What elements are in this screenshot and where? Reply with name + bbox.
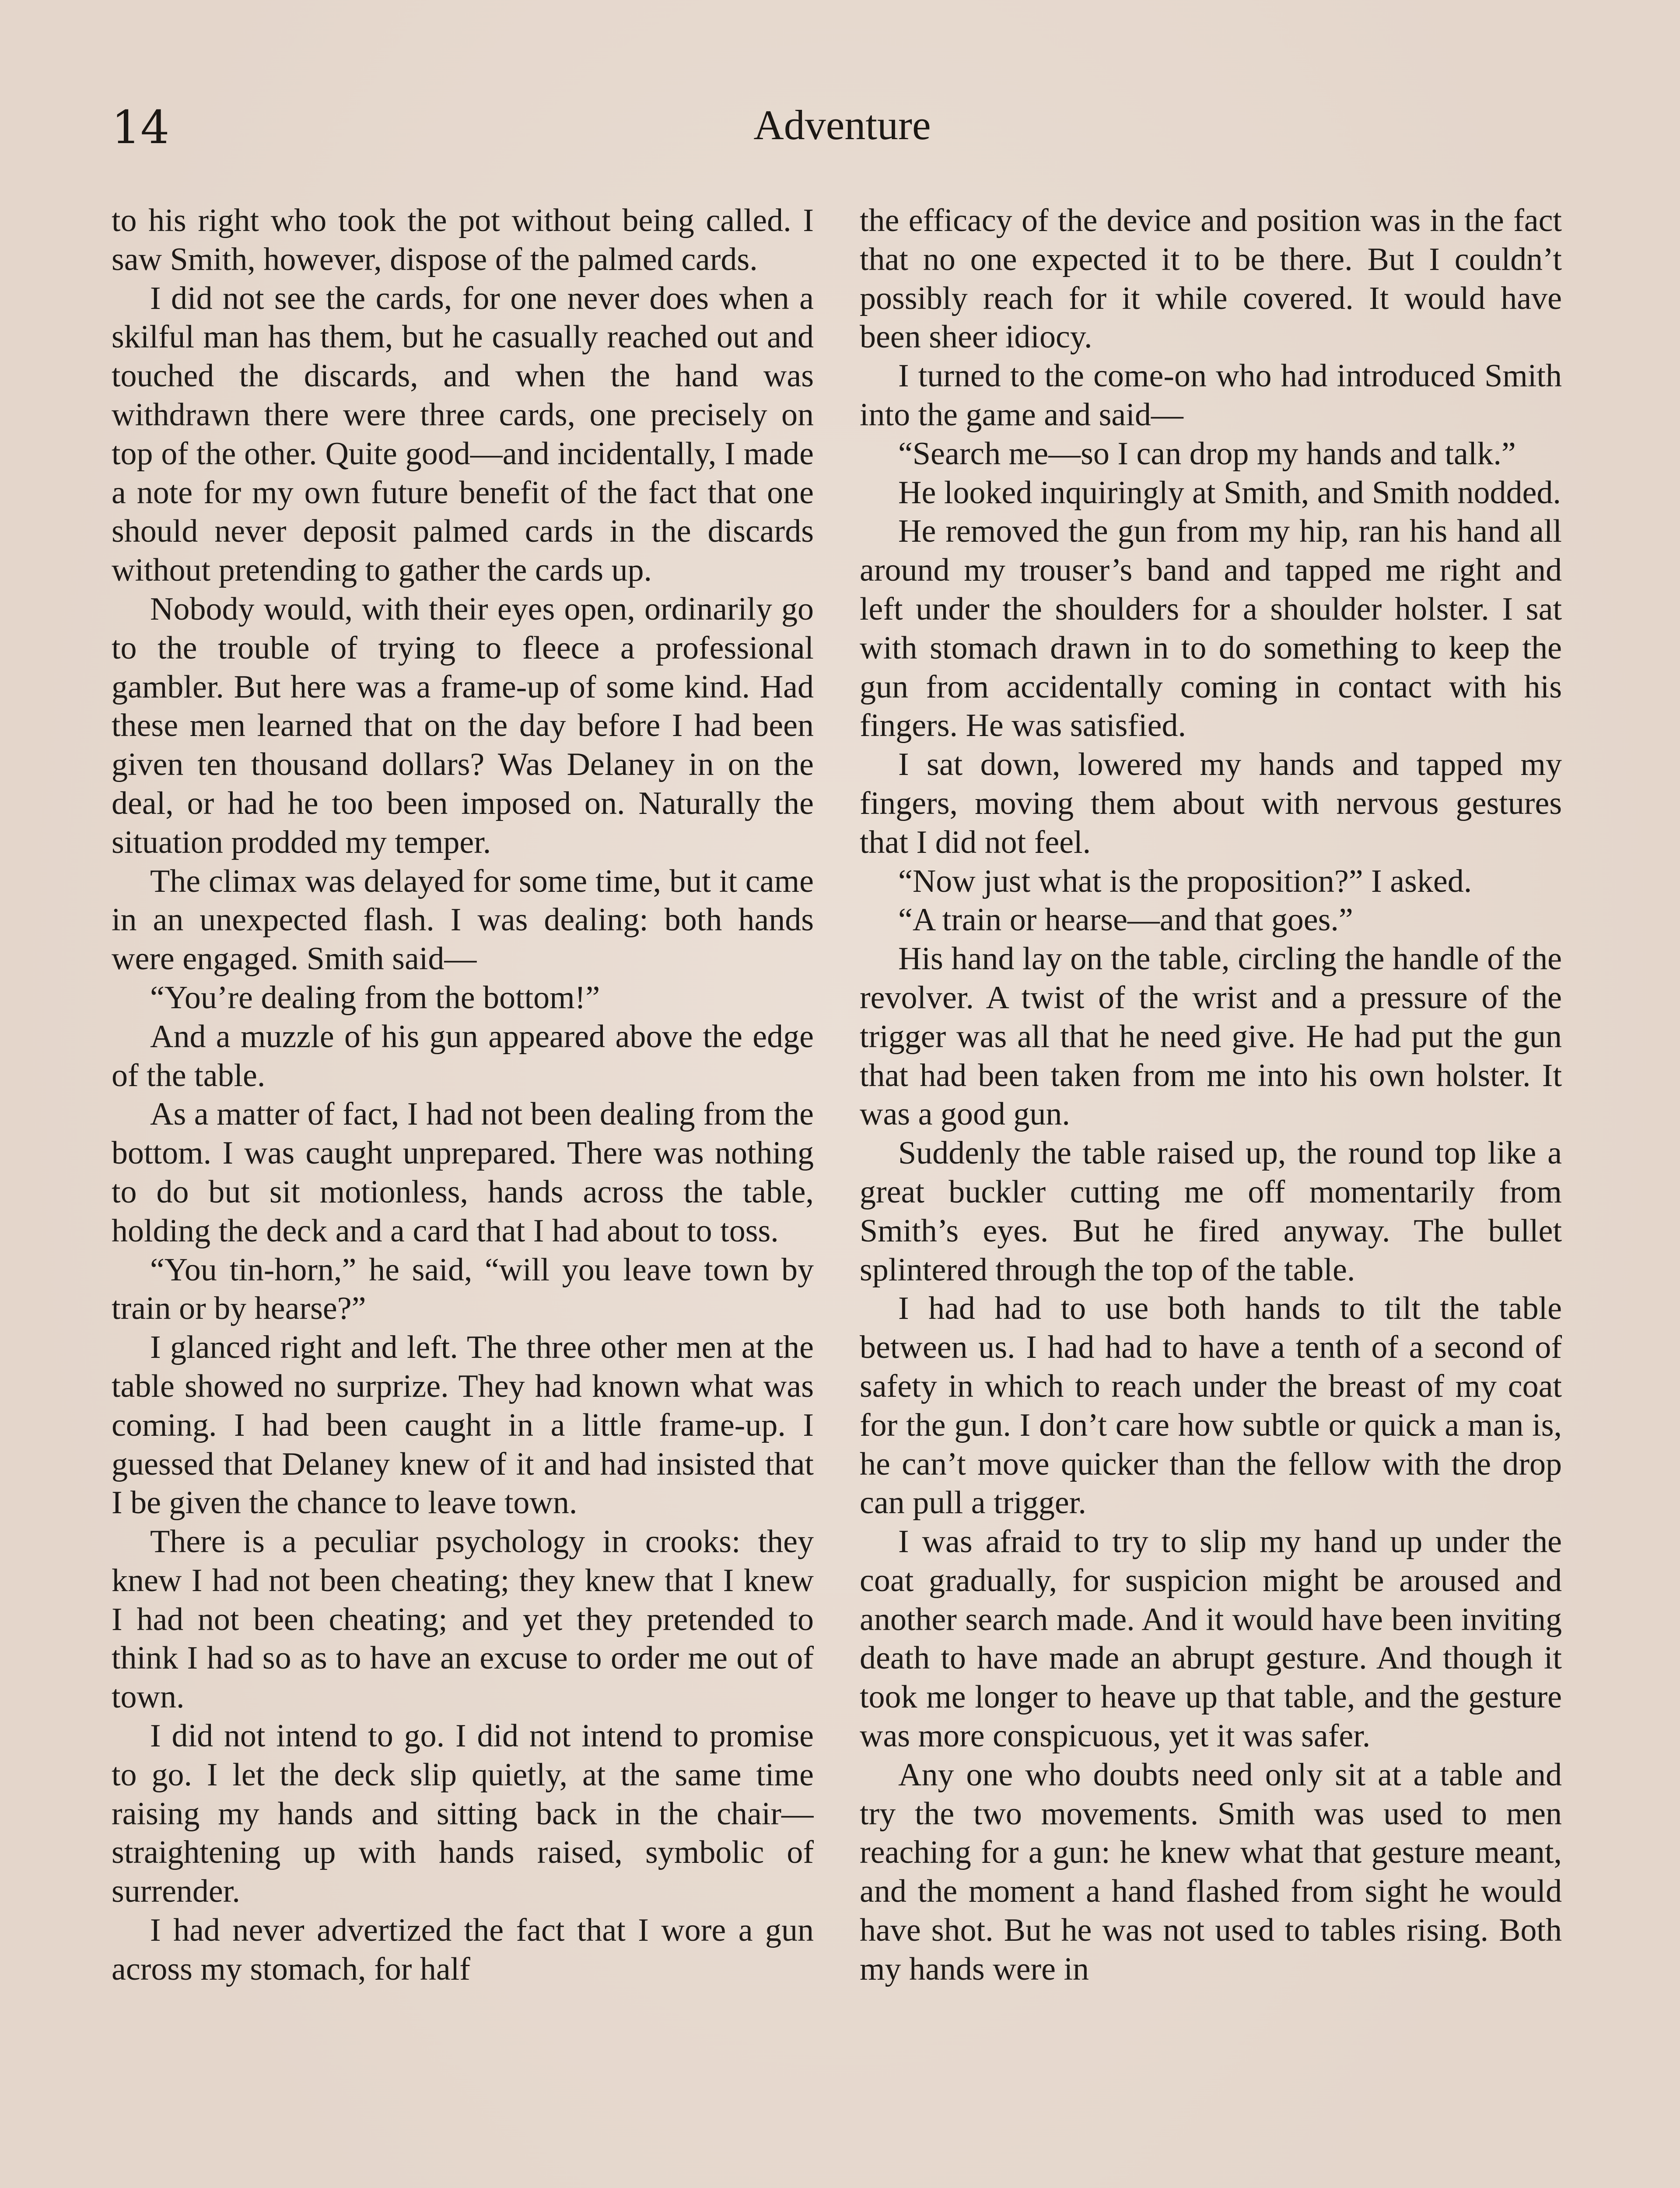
- paragraph: the efficacy of the device and position was in the fact that no one expected it to be there. But I couldn’t possibly reach for it while covered. It would have been sheer idiocy.: [860, 203, 1562, 355]
- paragraph: There is a peculiar psychology in crooks: they knew I had not been cheating; they knew that I knew I had not been cheating; and yet they pretended to think I had so as to have an excuse to order me out of town.: [112, 1524, 814, 1715]
- paragraph: Suddenly the table raised up, the round top like a great buckler cutting me off momentarily from Smith’s eyes. But he fired anyway. The bullet splintered through the top of the table.: [860, 1135, 1562, 1288]
- paragraph: “A train or hearse—and that goes.”: [898, 902, 1353, 938]
- paragraph: I did not see the cards, for one never does when a skilful man has them, but he casually reached out and touched the discards, and when the hand was withdrawn there were three cards, one precisely on top of the other. Quite good—and incidentally, I made a note for my own future benefit of the fact that one should never deposit palmed cards in the discards without pretending to gather the cards up.: [112, 280, 814, 589]
- paragraph: to his right who took the pot without being called. I saw Smith, however, dispose of the palmed cards.: [112, 203, 814, 277]
- paragraph: Nobody would, with their eyes open, ordinarily go to the trouble of trying to fleece a professional gambler. But here was a frame-up of some kind. Had these men learned that on the day before I had been given ten thousand dollars? Was Delaney in on the deal, or had he too been imposed on. Naturally the situation prodded my temper.: [112, 591, 814, 860]
- paragraph: He removed the gun from my hip, ran his hand all around my trouser’s band and tapped me right and left under the shoulders for a shoulder holster. I sat with stomach drawn in to do something to keep the gun from accidentally coming in contact with his fingers. He was satisfied.: [860, 513, 1562, 744]
- paragraph: As a matter of fact, I had not been dealing from the bottom. I was caught unprepared. There was nothing to do but sit motionless, hands across the table, holding the deck and a card that I had about to toss.: [112, 1096, 814, 1249]
- paragraph: “You tin-horn,” he said, “will you leave town by train or by hearse?”: [112, 1252, 814, 1327]
- paragraph: I had had to use both hands to tilt the table between us. I had had to have a tenth of a second of safety in which to reach under the breast of my coat for the gun. I don’t care how subtle or quick a man is, he can’t move quicker than the fellow with the drop can pull a trigger.: [860, 1290, 1562, 1521]
- paragraph: “You’re dealing from the bottom!”: [150, 979, 600, 1016]
- running-head-title: Adventure: [753, 102, 931, 148]
- paragraph: I did not intend to go. I did not intend to promise to go. I let the deck slip quietly, at the same time raising my hands and sitting back in the chair—straightening up with hands raised, symbolic of surrender.: [112, 1718, 814, 1910]
- paragraph: And a muzzle of his gun appeared above the edge of the table.: [112, 1018, 814, 1094]
- paragraph: I sat down, lowered my hands and tapped my fingers, moving them about with nervous gestures that I did not feel.: [860, 747, 1562, 860]
- paragraph: The climax was delayed for some time, but it came in an unexpected flash. I was dealing: both hands were engaged. Smith said—: [112, 863, 814, 977]
- paragraph: “Now just what is the proposition?” I asked.: [898, 863, 1472, 899]
- page-header: [112, 101, 1573, 166]
- paragraph: I turned to the come-on who had introduced Smith into the game and said—: [860, 358, 1562, 433]
- paragraph: “Search me—so I can drop my hands and talk.”: [898, 435, 1516, 472]
- paragraph: Any one who doubts need only sit at a table and try the two movements. Smith was used to men reaching for a gun: he knew what that gesture meant, and the moment a hand flashed from sight he would have shot. But he was not used to tables rising. Both my hands were in: [860, 1757, 1562, 1987]
- paragraph: I glanced right and left. The three other men at the table showed no surprize. They had known what was coming. I had been caught in a little frame-up. I guessed that Delaney knew of it and had insisted that I be given the chance to leave town.: [112, 1329, 814, 1521]
- paragraph: I had never advertized the fact that I wore a gun across my stomach, for half: [112, 1912, 814, 1987]
- left-text-column: [112, 201, 814, 2188]
- paragraph: His hand lay on the table, circling the handle of the revolver. A twist of the wrist and a pressure of the trigger was all that he need give. He had put the gun that had been taken from me into his own holster. It was a good gun.: [860, 941, 1562, 1133]
- page-number: 14: [112, 101, 170, 154]
- right-text-column: [860, 201, 1562, 2188]
- paragraph: I was afraid to try to slip my hand up under the coat gradually, for suspicion might be aroused and another search made. And it would have been inviting death to have made an abrupt gesture. And though it took me longer to heave up that table, and the gesture was more conspicuous, yet it was safer.: [860, 1524, 1562, 1754]
- paragraph: He looked inquiringly at Smith, and Smith nodded.: [898, 474, 1561, 511]
